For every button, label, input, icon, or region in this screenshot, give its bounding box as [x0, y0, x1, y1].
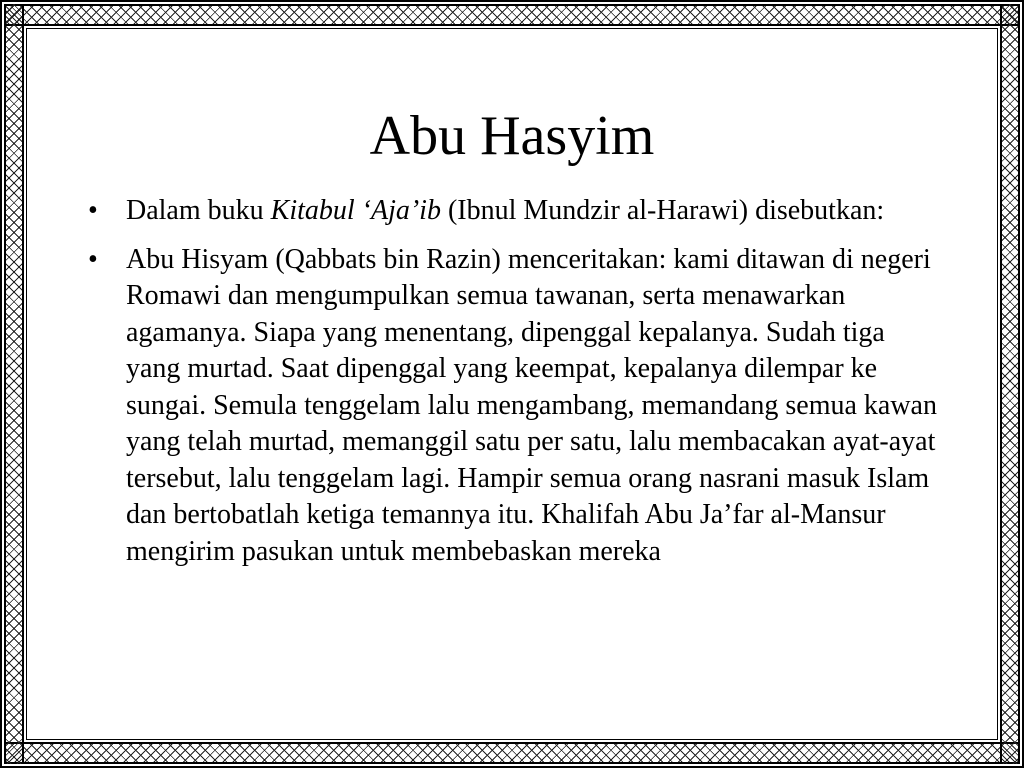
bullet-list — [84, 193, 944, 570]
bullet-1-text-post: (Ibnul Mundzir al-Harawi) disebutkan: — [440, 195, 885, 226]
ornamental-border-top — [4, 4, 1020, 26]
bullet-item-1 — [84, 193, 944, 230]
bullet-1-text-pre: Dalam buku — [126, 195, 271, 226]
slide-title: Abu Hasyim — [369, 105, 655, 167]
bullet-2-text: Abu Hisyam (Qabbats bin Razin) menceritakan: kami ditawan di negeri Romawi dan mengumpulkan semua tawanan, serta menawarkan agamanya. Siapa yang menentang, dipenggal kepalanya. Sudah tiga yang murtad. Saat dipenggal yang keempat, kepalanya dilempar ke sungai. Semula tenggelam lalu mengambang, memandang semua kawan yang telah murtad, memanggil satu per satu, lalu membacakan ayat-ayat tersebut, lalu tenggelam lagi. Hampir semua orang nasrani masuk Islam dan bertobatlah ketiga temannya itu. Khalifah Abu Ja’far al-Mansur mengirim pasukan untuk membebaskan mereka — [126, 243, 937, 567]
bullet-item-2 — [84, 242, 944, 571]
slide-body — [84, 193, 944, 582]
ornamental-border-bottom — [4, 742, 1020, 764]
bullet-icon: • — [88, 195, 98, 226]
bullet-1-book-title: Kitabul ‘Aja’ib — [270, 195, 441, 226]
bullet-icon: • — [88, 243, 98, 275]
